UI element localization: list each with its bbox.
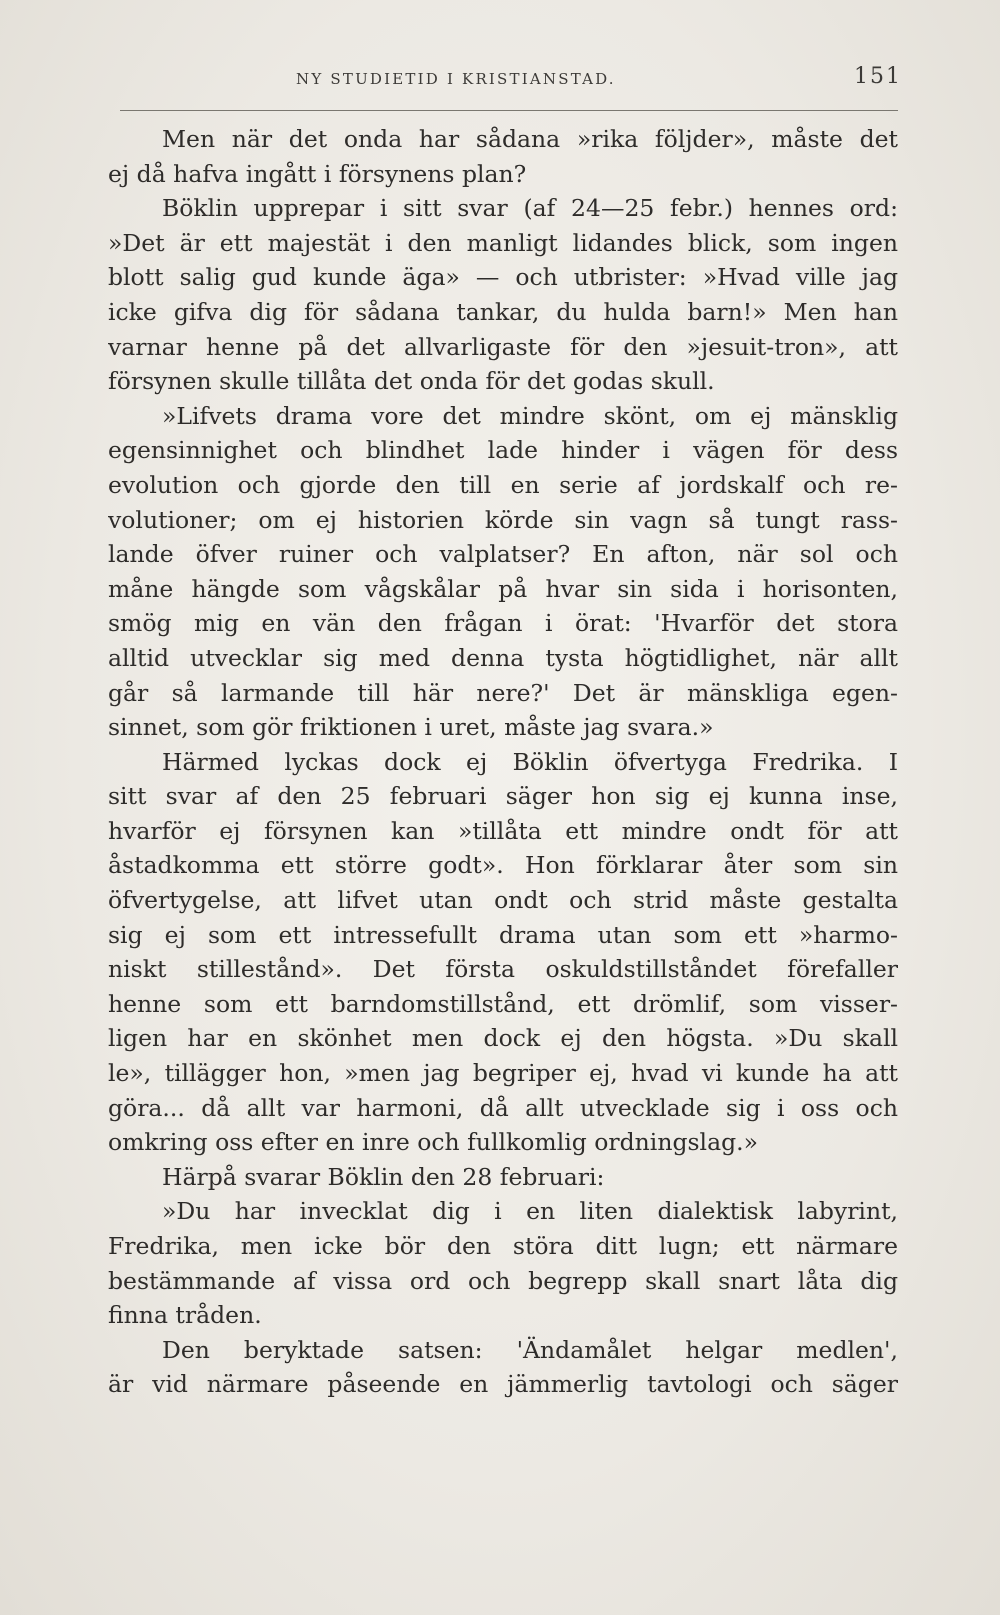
text-line: varnar henne på det allvarligaste för den »jesuit-tron», att [108,332,898,361]
text-line: smög mig en vän den frågan i örat: 'Hvarför det stora [108,609,898,638]
text-line: är vid närmare påseende en jämmerlig tavtologi och säger [108,1370,898,1399]
text-line: öfvertygelse, att lifvet utan ondt och strid måste gestalta [108,886,898,915]
text-line: niskt stillestånd». Det första oskuldstillståndet förefaller [108,955,898,984]
text-line: volutioner; om ej historien körde sin vagn så tungt rass- [108,505,898,534]
text-line: bestämmande af vissa ord och begrepp skall snart låta dig [108,1266,898,1295]
text-line: lande öfver ruiner och valplatser? En afton, när sol och [108,540,898,569]
text-line: icke gifva dig för sådana tankar, du hulda barn!» Men han [108,297,898,326]
page-number: 151 [854,64,902,89]
text-line: blott salig gud kunde äga» — och utbrister: »Hvad ville jag [108,263,898,292]
text-line: egensinnighet och blindhet lade hinder i vägen för dess [108,436,898,465]
text-line: Men när det onda har sådana »rika följder», måste det [162,125,898,153]
text-line: hvarför ej försynen kan »tillåta ett mindre ondt för att [108,816,898,845]
text-line: försynen skulle tillåta det onda för det godas skull. [108,367,715,396]
body-text [108,122,898,1402]
text-line: finna tråden. [108,1301,262,1330]
text-line: göra... då allt var harmoni, då allt utvecklade sig i oss och [108,1093,898,1122]
text-line: »Du har invecklat dig i en liten dialektisk labyrint, [162,1197,898,1226]
text-line: »Lifvets drama vore det mindre skönt, om ej mänsklig [162,401,898,430]
header-rule [120,110,898,111]
text-line: Den beryktade satsen: 'Ändamålet helgar medlen', [162,1335,898,1364]
text-line: omkring oss efter en inre och fullkomlig ordningslag.» [108,1128,758,1157]
text-line: sinnet, som gör friktionen i uret, måste jag svara.» [108,713,714,742]
running-head [118,62,902,102]
text-line: ej då hafva ingått i försynens plan? [108,159,527,188]
running-title: NY STUDIETID I KRISTIANSTAD. [296,70,616,88]
text-line: ligen har en skönhet men dock ej den högsta. »Du skall [108,1024,898,1053]
text-line: går så larmande till här nere?' Det är mänskliga egen- [108,678,898,707]
text-line: henne som ett barndomstillstånd, ett drömlif, som visser- [108,989,898,1018]
text-line: alltid utvecklar sig med denna tysta högtidlighet, när allt [108,643,898,672]
text-line: måne hängde som vågskålar på hvar sin sida i horisonten, [108,574,898,603]
text-line: evolution och gjorde den till en serie af jordskalf och re- [108,470,898,499]
text-line: sig ej som ett intressefullt drama utan som ett »harmo- [108,920,898,949]
text-line: åstadkomma ett större godt». Hon förklarar åter som sin [108,851,898,880]
text-line: Härpå svarar Böklin den 28 februari: [162,1162,605,1191]
text-line: Fredrika, men icke bör den störa ditt lugn; ett närmare [108,1232,898,1260]
text-line: Härmed lyckas dock ej Böklin öfvertyga Fredrika. I [162,747,898,776]
text-line: sitt svar af den 25 februari säger hon sig ej kunna inse, [108,782,898,811]
text-line: »Det är ett majestät i den manligt lidandes blick, som ingen [108,228,898,257]
text-line: Böklin upprepar i sitt svar (af 24—25 febr.) hennes ord: [162,194,898,223]
text-line: le», tillägger hon, »men jag begriper ej, hvad vi kunde ha att [108,1059,898,1088]
